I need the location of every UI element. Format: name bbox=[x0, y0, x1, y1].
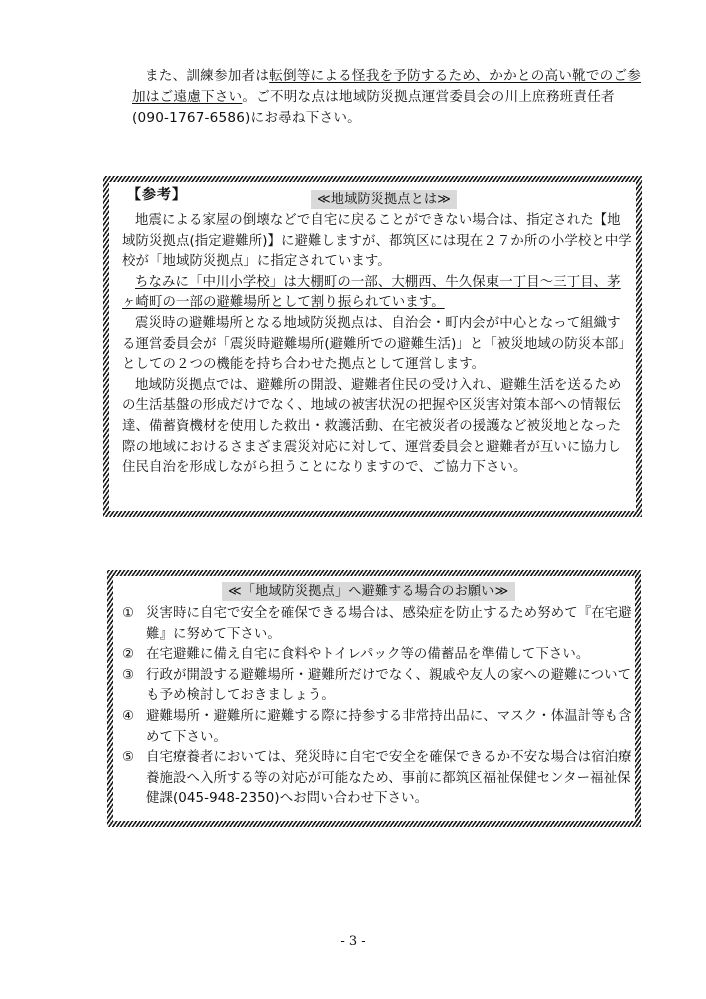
reference-paragraph-1: 地震による家屋の倒壊などで自宅に戻ることができない場合は、指定された【地域防災拠点(指定避難所)】に避難しますが、都筑区には現在２７か所の小学校と中学校が「地域防災拠点」に指定されています。 bbox=[122, 213, 632, 270]
request-number: ④ bbox=[122, 708, 135, 724]
request-text: 避難場所・避難所に避難する際に持参する非常持出品に、マスク・体温計等も含めて下さい。 bbox=[146, 708, 632, 745]
request-text: 自宅療養者においては、発災時に自宅で安全を確保できるか不安な場合は宿泊療養施設へ入所する等の対応が可能なため、事前に都筑区福祉保健センター福祉保健課(045-948-2350)へお問い合わせ下さい。 bbox=[146, 750, 632, 807]
requests-list bbox=[122, 604, 632, 810]
request-item bbox=[122, 645, 632, 666]
request-number: ① bbox=[122, 606, 135, 621]
request-item bbox=[122, 748, 632, 810]
requests-heading: ≪「地域防災拠点」へ避難する場合のお願い≫ bbox=[222, 582, 515, 601]
intro-underlined-warning: 転倒等による怪我を予防するため、かかとの高い靴でのご参加はご遠慮下さい bbox=[132, 68, 642, 105]
intro-notice bbox=[132, 66, 647, 129]
intro-text-end: 。ご不明な点は地域防災拠点運営委員会の川上庶務班責任者(090-1767-6586)にお尋ね下さい。 bbox=[132, 89, 615, 126]
request-number: ⑤ bbox=[122, 750, 135, 766]
request-item bbox=[122, 604, 632, 645]
request-text: 災害時に自宅で安全を確保できる場合は、感染症を防止するため努めて『在宅避難』に努めて下さい。 bbox=[146, 606, 632, 642]
reference-heading: ≪地域防災拠点とは≫ bbox=[311, 190, 457, 209]
reference-paragraph-2 bbox=[122, 273, 632, 314]
request-number: ② bbox=[122, 647, 135, 663]
request-text: 行政が開設する避難場所・避難所だけでなく、親戚や友人の家への避難についても予め検討しておきましょう。 bbox=[146, 667, 632, 704]
school-assignment-note: ちなみに「中川小学校」は大棚町の一部、大棚西、牛久保東一丁目～三丁目、茅ヶ崎町の一部の避難場所として割り振られています。 bbox=[122, 274, 621, 311]
intro-paragraph bbox=[132, 66, 647, 129]
reference-paragraph-3: 震災時の避難場所となる地域防災拠点は、自治会・町内会が中心となって組織する運営委員会が「震災時避難場所(避難所での避難生活)」と「被災地域の防災本部」としての２つの機能を持ち合わせた拠点として運営します。 bbox=[122, 315, 632, 373]
reference-tag: 【参考】 bbox=[127, 187, 187, 203]
request-item bbox=[122, 707, 632, 748]
intro-text-start: また、訓練参加者は bbox=[145, 68, 270, 84]
reference-body bbox=[122, 211, 632, 479]
reference-paragraph-4: 地域防災拠点では、避難所の開設、避難者住民の受け入れ、避難生活を送るための生活基盤の形成だけでなく、地域の被害状況の把握や区災害対策本部への情報伝達、備蓄資機材を使用した救出・救護活動、在宅被災者の援護など被災地となった際の地域におけるさまざま震災対応に対して、運営委員会と避難者が互いに協力し住民自治を形成しながら担うことになりますので、ご協力下さい。 bbox=[122, 377, 622, 476]
request-text: 在宅避難に備え自宅に食料やトイレパック等の備蓄品を準備して下さい。 bbox=[146, 647, 590, 663]
request-number: ③ bbox=[122, 667, 135, 683]
page-number: - 3 - bbox=[340, 934, 366, 949]
request-item bbox=[122, 666, 632, 707]
